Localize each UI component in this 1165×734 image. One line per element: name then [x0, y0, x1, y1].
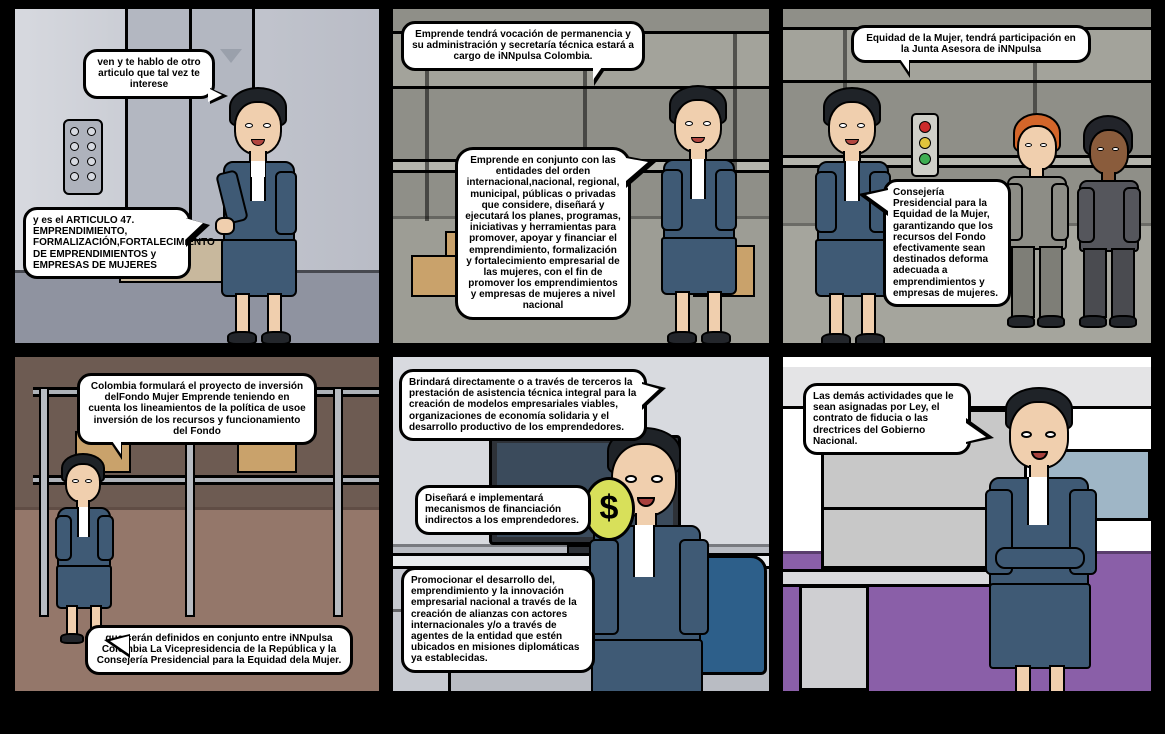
bubble-panel2-main [455, 147, 631, 320]
bubble-panel4-bottom [85, 625, 353, 675]
bubble-panel3-top-text: Equidad de la Mujer, tendrá participación en la Junta Asesora de iNNpulsa [866, 33, 1076, 56]
bubble-panel4-top-text: Colombia formulará el proyecto de inversión delFondo Mujer Emprende teniendo en cuenta los lineamientos de la política de usoe inversión de los recursos y funcionamiento del Fondo [88, 381, 306, 437]
bubble-panel2-top [401, 21, 645, 71]
panel-1-woman [201, 87, 331, 346]
bubble-panel6-main-text: Las demás actividades que le sean asignadas por Ley, el contrato de fiducia o las drectrices del Gobierno Nacional. [813, 391, 954, 447]
bubble-panel4-bottom-text: que serán definidos en conjunto entre iNNpulsa Colombia La Vicepresidencia de la República y la Consejería Presidencial para la Equidad dela Mujer. [96, 633, 342, 667]
panel-4-woman [43, 453, 135, 641]
bubble-panel3-main [883, 179, 1011, 307]
bubble-panel2-main-text: Emprende en conjunto con las entidades del orden internacional,nacional, regional, municipal, públicas o privadas que considere, diseñará y ejecutará los planes, programas, iniciativas y herramientas para promover, apoyar y financiar el emprendimiento, formalización y fortalecimiento empresarial de las mujeres, con el fin de promover los emprendimientos y empresas de mujeres a nivel nacional [465, 155, 621, 312]
bubble-panel3-top [851, 25, 1091, 63]
panel-1 [12, 6, 382, 346]
panel-6 [780, 354, 1154, 694]
bubble-panel5-top [399, 369, 647, 441]
panel-4 [12, 354, 382, 694]
panel-5-woman [575, 427, 745, 694]
bubble-panel5-bottom-text: Promocionar el desarrollo del, emprendimiento y la innovación empresarial nacional a través de la creación de alianzas con actores internacionales y/o a través de agentes de la entidad que estén ubicados en misiones diplomáticas ya establecidas. [411, 575, 580, 665]
bubble-panel1-top-text: ven y te hablo de otro articulo que tal vez te interese [97, 57, 201, 91]
bubble-panel1-bottom-text: y es el ARTICULO 47. EMPRENDIMIENTO, FORMALIZACIÓN,FORTALECIMIENTO DE EMPRENDIMIENTOS y EMPRESAS DE MUJERES [33, 215, 215, 271]
bubble-panel4-top [77, 373, 317, 445]
bubble-panel1-bottom [23, 207, 215, 279]
panel-6-woman [973, 387, 1123, 694]
bubble-panel5-mid-text: Diseñará e implementará mecanismos de financiación indirectos a los emprendedores. [425, 493, 579, 527]
bubble-panel3-main-text: Consejería Presidencial para la Equidad de la Mujer, garantizando que los recursos del Fondo efectivamente sean destinados deforma adecuada a emprendimientos y empresas de mujeres. [893, 187, 999, 299]
bubble-panel2-top-text: Emprende tendrá vocación de permanencia y su administración y secretaría técnica estará a cargo de iNNpulsa Colombia. [412, 29, 634, 63]
panel-3-woman-dark-hair [1071, 115, 1154, 339]
bubble-panel6-main [803, 383, 971, 455]
panel-2 [390, 6, 772, 346]
bubble-panel1-top [83, 49, 215, 99]
elevator-arrow-icon [220, 49, 242, 63]
bubble-panel5-bottom [401, 567, 595, 673]
panel-2-woman [643, 85, 772, 346]
bubble-panel5-mid [415, 485, 591, 535]
panel-5 [390, 354, 772, 694]
dollar-sign-icon: $ [599, 489, 619, 527]
panel-3 [780, 6, 1154, 346]
bubble-panel5-top-text: Brindará directamente o a través de terceros la prestación de asistencia técnica integral para la creación de modelos empresariales viables, organizaciones de economía solidaria y el desarrollo productivo de los emprendedores. [409, 377, 637, 433]
